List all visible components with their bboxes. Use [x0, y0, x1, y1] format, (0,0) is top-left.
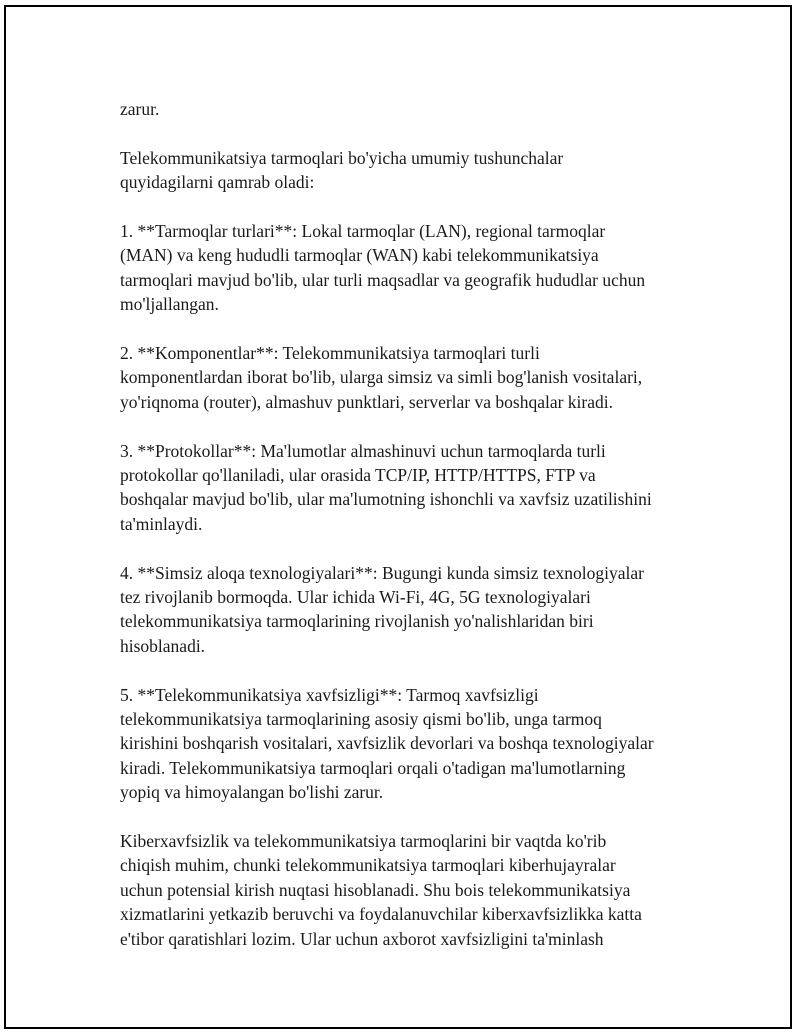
- paragraph: [120, 683, 700, 805]
- document-body: [120, 97, 700, 976]
- paragraph: [120, 146, 700, 195]
- text-line: telekommunikatsiya tarmoqlarining asosiy qismi bo'lib, unga tarmoq: [120, 709, 602, 730]
- text-line: 3. **Protokollar**: Ma'lumotlar almashinuvi uchun tarmoqlarda turli: [120, 440, 606, 461]
- text-line: 1. **Tarmoqlar turlari**: Lokal tarmoqlar (LAN), regional tarmoqlar: [120, 221, 606, 241]
- text-line: protokollar qo'llaniladi, ular orasida TCP/IP, HTTP/HTTPS, FTP va: [120, 465, 596, 486]
- text-line: 4. **Simsiz aloqa texnologiyalari**: Bugungi kunda simsiz texnologiyalar: [120, 562, 644, 583]
- text-line: hisoblanadi.: [120, 635, 206, 656]
- text-line: Kiberxavfsizlik va telekommunikatsiya tarmoqlarini bir vaqtda ko'rib: [120, 831, 607, 852]
- text-line: kirishini boshqarish vositalari, xavfsizlik devorlari va boshqa texnologiyalar: [120, 733, 654, 754]
- text-line: uchun potensial kirish nuqtasi hisoblanadi. Shu bois telekommunikatsiya: [120, 879, 631, 900]
- paragraph: [120, 439, 700, 537]
- text-line: komponentlardan iborat bo'lib, ularga simsiz va simli bog'lanish vositalari,: [120, 367, 643, 388]
- text-line: kiradi. Telekommunikatsiya tarmoqlari orqali o'tadigan ma'lumotlarning: [120, 757, 626, 778]
- text-line: e'tibor qaratishlari lozim. Ular uchun axborot xavfsizligini ta'minlash: [120, 928, 604, 949]
- text-line: chiqish muhim, chunki telekommunikatsiya tarmoqlari kiberhujayralar: [120, 855, 616, 876]
- paragraph: [120, 561, 700, 659]
- paragraph: [120, 341, 700, 414]
- text-line: xizmatlarini yetkazib beruvchi va foydalanuvchilar kiberxavfsizlikka katta: [120, 904, 642, 925]
- text-line: (MAN) va keng hududli tarmoqlar (WAN) kabi telekommunikatsiya: [120, 245, 599, 266]
- text-line: tarmoqlari mavjud bo'lib, ular turli maqsadlar va geografik hududlar uchun: [120, 269, 646, 290]
- paragraph: [120, 219, 700, 317]
- text-line: quyidagilarni qamrab oladi:: [120, 172, 315, 193]
- page-frame: [4, 5, 792, 1029]
- text-line: 5. **Telekommunikatsiya xavfsizligi**: Tarmoq xavfsizligi: [120, 684, 539, 705]
- text-line: ta'minlaydi.: [120, 513, 203, 534]
- text-line: Telekommunikatsiya tarmoqlari bo'yicha umumiy tushunchalar: [120, 147, 564, 168]
- text-line: mo'ljallangan.: [120, 294, 219, 315]
- paragraph: [120, 829, 700, 951]
- paragraph: [120, 97, 700, 121]
- text-line: 2. **Komponentlar**: Telekommunikatsiya tarmoqlari turli: [120, 343, 540, 364]
- text-line: telekommunikatsiya tarmoqlarining rivojlanish yo'nalishlaridan biri: [120, 611, 594, 632]
- text-line: zarur.: [120, 99, 160, 119]
- text-line: yopiq va himoyalangan bo'lishi zarur.: [120, 782, 384, 803]
- text-line: yo'riqnoma (router), almashuv punktlari, serverlar va boshqalar kiradi.: [120, 391, 613, 412]
- text-line: tez rivojlanib bormoqda. Ular ichida Wi-Fi, 4G, 5G texnologiyalari: [120, 587, 591, 608]
- text-line: boshqalar mavjud bo'lib, ular ma'lumotning ishonchli va xavfsiz uzatilishini: [120, 489, 652, 510]
